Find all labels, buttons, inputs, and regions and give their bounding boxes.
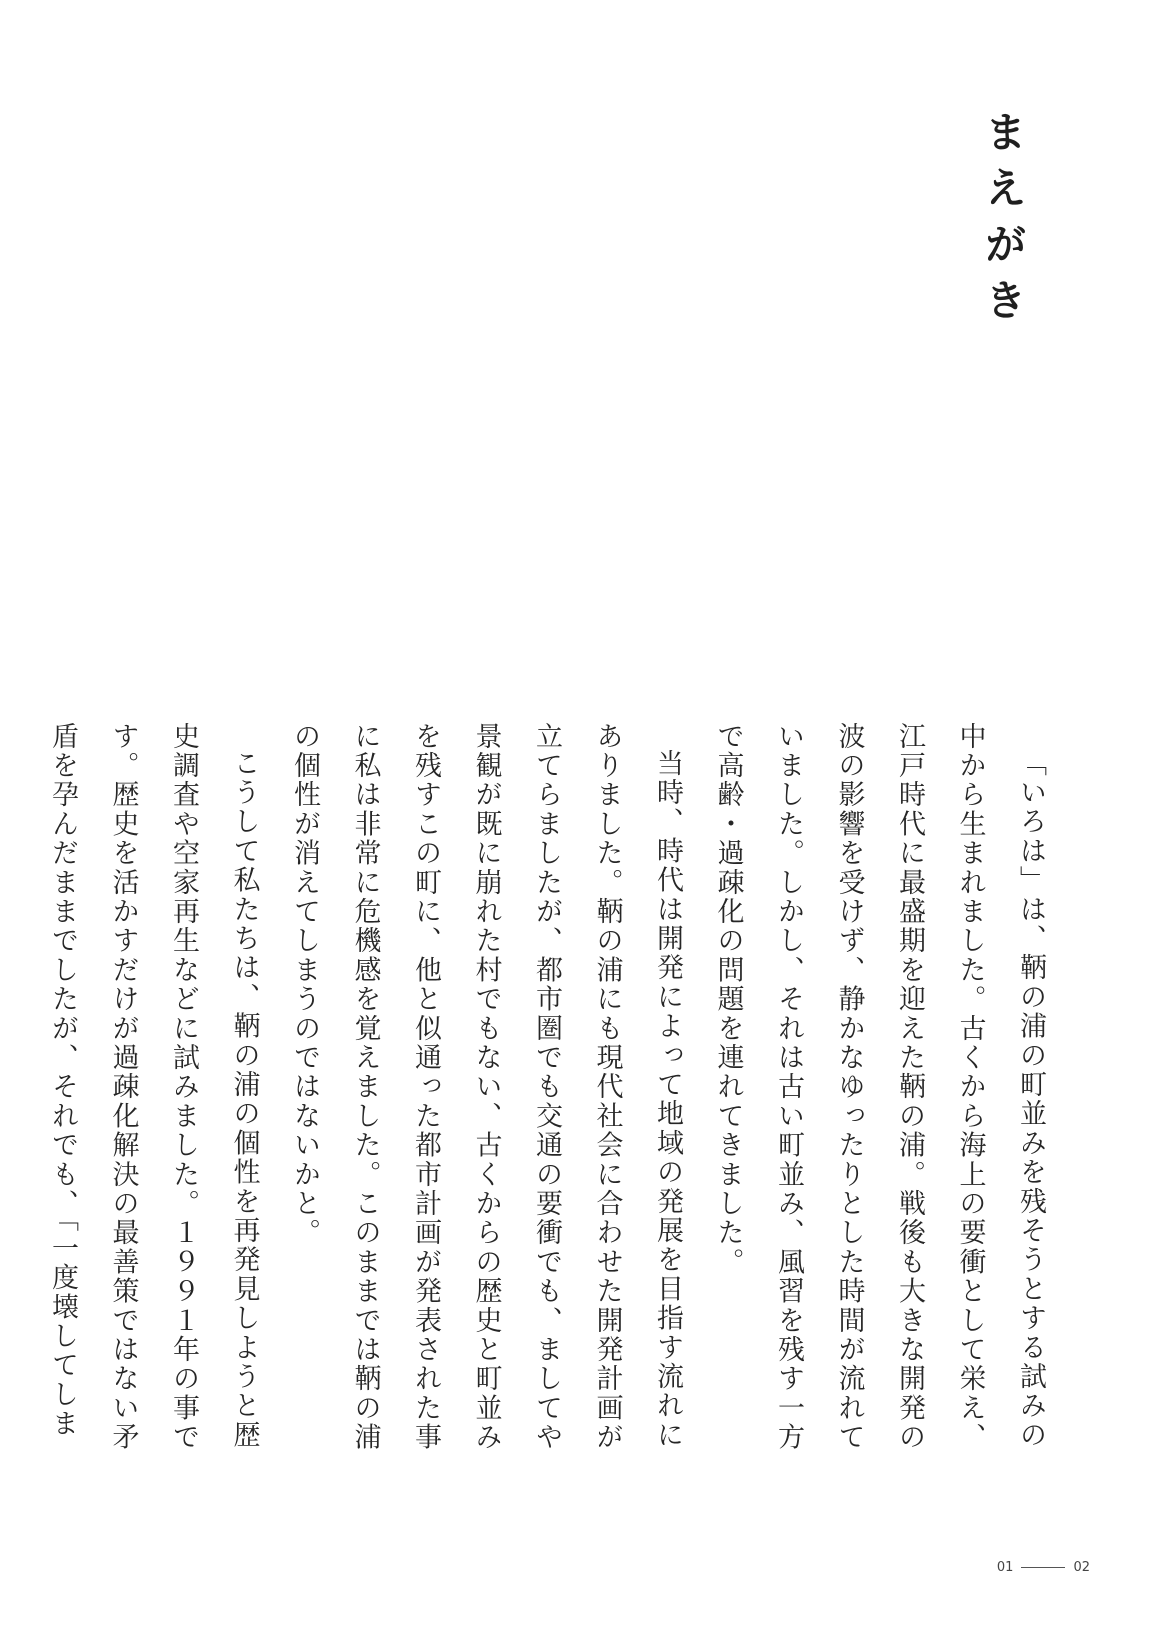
paragraph: こうして私たちは、鞆の浦の個性を再発見しようと歴史調査や空家再生などに試みました。１９９１年の事です。歴史を活かすだけが過疎化解決の最善策ではない矛盾を孕んだままでしたが、それでも、「一度壊してしま (47, 722, 260, 1452)
page-number-right: 02 (1073, 1560, 1090, 1575)
page-number-divider (1021, 1567, 1065, 1568)
page-numbers (997, 1560, 1090, 1575)
page-number-left: 01 (996, 1560, 1014, 1575)
paragraph: 「いろは」は、鞆の浦の町並みを残そうとする試みの中から生まれました。古くから海上の要衝として栄え、江戸時代に最盛期を迎えた鞆の浦。戦後も大きな開発の波の影響を受けず、静かなゆったりとした時間が流れていました。しかし、それは古い町並み、風習を残す一方で高齢・過疎化の問題を連れてきました。 (712, 722, 1046, 1453)
paragraph: 当時、時代は開発によって地域の発展を目指す流れにありました。鞆の浦にも現代社会に合わせた開発計画が立てらましたが、都市圏でも交通の要衝でも、ましてや景観が既に崩れた村でもない、古くからの歴史と町並みを残すこの町に、他と似通った都市計画が発表された事に私は非常に危機感を覚えました。このままでは鞆の浦の個性が消えてしまうのではないかと。 (289, 722, 683, 1452)
body-text (32, 722, 1061, 1462)
page-title: まえがき (978, 110, 1028, 334)
